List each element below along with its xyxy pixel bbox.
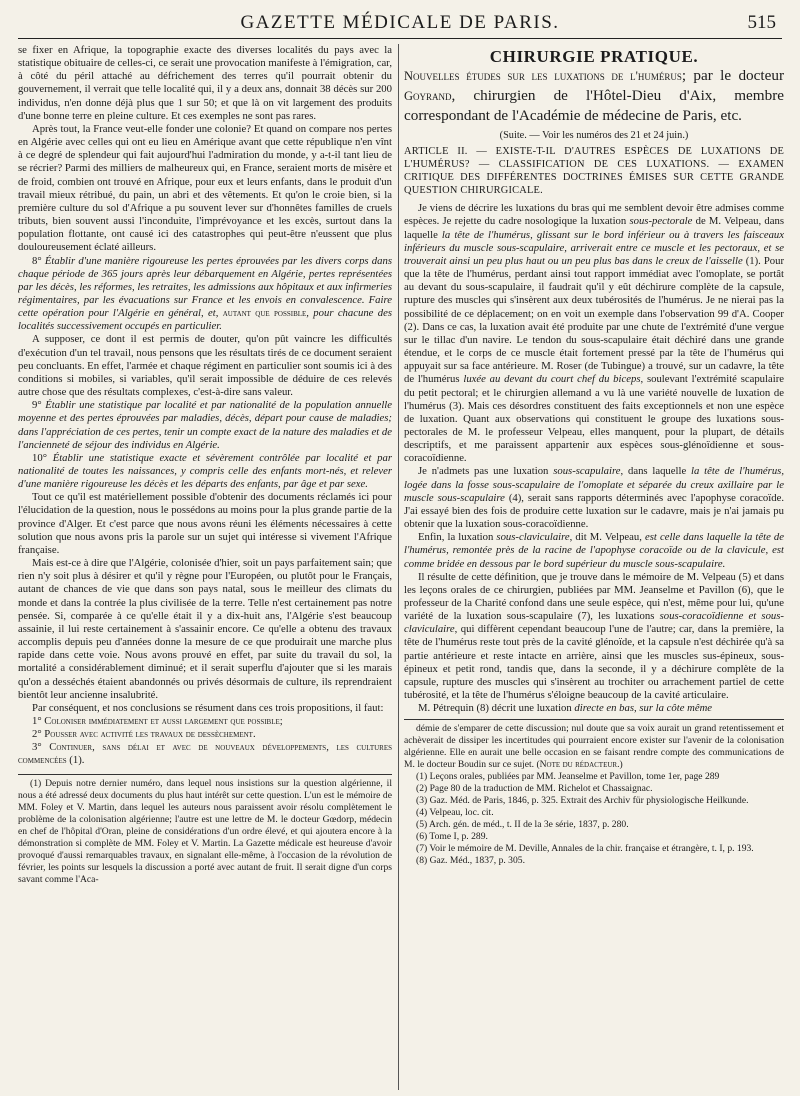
paragraph: Tout ce qu'il est matériellement possible d'obtenir des documents réclamés ici pour l'élucidation de la question, nous le possédons au moins pour la plus grande partie de la province d'Alger. Et c'est parce que nous avons réuni les éléments nécessaires à cette solution que nous avons pris la parole sur un sujet qui intéresse si vivement l'Afrique française. xyxy=(18,491,392,556)
footnote: (3) Gaz. Méd. de Paris, 1846, p. 325. Extrait des Archiv für physiologische Heilkunde. xyxy=(416,795,749,807)
paragraph: A supposer, ce dont il est permis de douter, qu'on pût vaincre les difficultés d'exécution d'un tel travail, nous pensons que les résultats tirés de ce document seraient peu concluants. En effet, l'armée et chaque régiment en particulier sont soumis ici à des conditions si mobiles, si variables, qu'il serait impossible de déduire de ces relevés autre chose que des résultats complexes, c'est-à-dire sans valeur. xyxy=(18,333,392,399)
section-title: CHIRURGIE PRATIQUE. xyxy=(489,47,699,66)
footnotes-left xyxy=(18,778,392,886)
footnotes-right xyxy=(404,723,784,867)
column-divider xyxy=(398,44,399,1090)
paragraph: Après tout, la France veut-elle fonder une colonie? Et quand on compare nos pertes en Algérie avec celles qui ont eu lieu en Amérique avant que cette république n'en vînt à ce degré de splendeur qui fait aujourd'hui l'admiration du monde, y a-t-il tant lieu de se récrier? Parmi des milliers de malheureux qui, en France, seraient morts de misère et de froid, combien ont trouvé en Afrique, pour eux et leurs enfants, dans le produit d'un travail mieux rétribué, du pain, un abri et des vêtements. Et qu'on le croie bien, si la première culture du sol d'Afrique a pu souvent lever sur d'honnêtes familles de cruels tributs, bien souvent aussi l'inconduite, l'imprévoyance et les excès, surtout dans la population flottante, ont causé ici des catastrophes qui peut-être n'eussent que plus douloureusement éclaté ailleurs. xyxy=(18,122,392,254)
footnote-rule xyxy=(404,719,784,720)
footnote: (7) Voir le mémoire de M. Deville, Annales de la chir. française et étrangère, t. I, p. 193. xyxy=(416,843,754,855)
footnote: (2) Page 80 de la traduction de MM. Richelot et Chassaignac. xyxy=(416,783,653,795)
right-column xyxy=(404,44,784,1088)
footnote: (1) Depuis notre dernier numéro, dans lequel nous insistions sur la question algérienne, il nous a été adressé deux documents du plus haut intérêt sur cette question. L'un est le mémoire de MM. Foley et V. Martin, dans lequel les auteurs nous paraissent avoir résolu complètement le problème de la colonisation algérienne; l'autre est une lettre de M. le docteur Gœdorp, médecin en chef de l'hôpital d'Oran, pleine de considérations d'un ordre élevé, et qui ajoutera encore à la démonstration si complète de MM. Foley et V. Martin. La Gazette médicale est heureuse d'avoir provoqué d'aussi remarquables travaux, en signalant elle-même, à l'occasion de la révolution de février, les points sur lesquels la discussion a porté avec autant de fruit. Il serait digne d'un corps savant comme l'Aca- xyxy=(18,777,392,885)
footnote: (1) Leçons orales, publiées par MM. Jeanselme et Pavillon, tome 1er, page 289 xyxy=(416,771,720,783)
paragraph: se fixer en Afrique, la topographie exacte des diverses localités du pays avec la statistique obituaire de celles-ci, ce serait une provocation manifeste à l'émigration, car, à côté du péril attaché au défrichement des terres qu'il pourrait obtenir du gouvernement, il verrait que telle localité qui, il y a deux ans, donnait 38 décès sur 200 individus, n'en donne déjà plus que 1 sur 50; et que là on vit largement des produits d'une bonne terre en pleine culture. Et ces exemples ne sont pas rares. xyxy=(18,44,392,122)
paragraph: M. Pétrequin (8) décrit une luxation directe en bas, sur la côte même xyxy=(418,702,713,715)
paragraph: Il résulte de cette définition, que je trouve dans le mémoire de M. Velpeau (5) et dans les leçons orales de ce chirurgien, publiées par MM. Jeanselme et Pavillon (6), que le professeur de la Charité confond dans une seule espèce, qui n'est, même pour lui, qu'une variété de la luxation sous-scapulaire (7), les luxations sous-coracoïdienne et sous-claviculaire, qui diffèrent cependant beaucoup l'une de l'autre; car, dans la première, la tête de l'humérus reste tout près de la cavité glénoïde, et la capsule n'est déchirée qu'à sa partie antérieure et reste intacte en arrière, ainsi que les muscles sus-épineux, sous-épineux et petit rond, tandis que, dans la seconde, il y a déchirure complète de la capsule, rupture des muscles qui s'insèrent au trochiter ou arrachement partiel de cette tubérosité, et la tête de l'humérus s'éloigne beaucoup de la cavité articulaire. xyxy=(404,570,784,702)
paragraph: Par conséquent, et nos conclusions se résument dans ces trois propositions, il faut: xyxy=(32,701,384,714)
continuation-note: (Suite. — Voir les numéros des 21 et 24 juin.) xyxy=(499,130,689,142)
article-subheading: ARTICLE II. — EXISTE-T-IL D'AUTRES ESPÈCES DE LUXATIONS DE L'HUMÉRUS? — CLASSIFICATION DE CES LUXATIONS. — EXAMEN CRITIQUE DES DIFFÉRENTES DOCTRINES ÉMISES SUR CETTE GRANDE QUESTION CHIRURGICALE. xyxy=(404,146,784,197)
footnote-continuation: démie de s'emparer de cette discussion; nul doute que sa voix aurait un grand retentissement et achèverait de dissiper les incertitudes qui pourraient encore exister sur l'avenir de la colonisation algérienne. Elle en aurait une belle occasion en se faisant rendre compte des communications de M. le docteur Boudin sur ce sujet. (Note du rédacteur.) xyxy=(404,723,784,771)
footnote: (8) Gaz. Méd., 1837, p. 305. xyxy=(416,855,525,867)
article-heading: Nouvelles études sur les luxations de l'humérus; par le docteur Goyrand, chirurgien de l'Hôtel-Dieu d'Aix, membre correspondant de l'Académie de médecine de Paris, etc. xyxy=(404,67,784,125)
page-header xyxy=(18,8,782,39)
conclusions-list xyxy=(18,715,392,768)
footnote: (4) Velpeau, loc. cit. xyxy=(416,807,494,819)
conclusion-1: 1° Coloniser immédiatement et aussi largement que possible; xyxy=(32,714,283,727)
footnote: (6) Tome I, p. 289. xyxy=(416,831,488,843)
paragraph: Mais est-ce à dire que l'Algérie, colonisée d'hier, soit un pays parfaitement sain; que rien n'y soit plus à désirer et qu'il y règne pour l'Européen, ou plutôt pour le Français, autant de chances de vie que dans son pays natal, sous le meilleur des climats du monde et dans la contrée la plus civilisée de la terre. Telle n'est certainement pas notre pensée. Si, comparée à ce qu'elle était il y a dix-huit ans, l'Algérie s'est beaucoup assainie, il lui reste certainement à s'assainir encore. Ce qu'elle a obtenu des travaux accomplis depuis peu d'années donne la mesure de ce que produirait une marche plus rapide dans cette voie. Nous avons prouvé en effet, par suite du travail du sol, la mortalité a considérablement diminué; et il serait superflu d'ajouter que si les marais qu'on a desséchés étaient abandonnés ou privés désormais de culture, ils reprendraient bientôt leur ancienne insalubrité. xyxy=(18,557,392,701)
paragraph: Enfin, la luxation sous-claviculaire, dit M. Velpeau, est celle dans laquelle la tête de l'humérus, remontée près de la racine de l'apophyse coracoïde ou de la clavicule, est comme bridée en dessous par le bord supérieur du muscle sous-scapulaire. xyxy=(404,531,784,570)
page-number: 515 xyxy=(747,12,776,33)
item-10: 10° Établir une statistique exacte et sévèrement contrôlée par localité et par nationalité de toutes les naissances, y compris celle des enfants mort-nés, et relever d'une manière rigoureuse les décès et les départs des enfants, par âge et par sexe. xyxy=(18,451,392,491)
paragraph: Je n'admets pas une luxation sous-scapulaire, dans laquelle la tête de l'humérus, logée dans la fosse sous-scapulaire de l'omoplate et séparée du creux axillaire par le muscle sous-scapulaire (4), serait sans rapports déterminés avec l'apophyse coracoïde. J'ai essayé bien des fois de produire cette luxation sur le cadavre, mais je n'ai jamais pu obtenir que la luxation sous-coracoïdienne. xyxy=(404,465,784,531)
paragraph: Je viens de décrire les luxations du bras qui me semblent devoir être admises comme espèces. Je rejette du cadre nosologique la luxation sous-pectorale de M. Velpeau, dans laquelle la tête de l'humérus, glissant sur le bord inférieur ou à travers les faisceaux inférieurs du muscle sous-scapulaire, arriverait entre ce muscle et les pectoraux, et se trouverait ainsi un peu plus haut ou un peu plus bas dans le creux de l'aisselle (1). Pour que la tête de l'humérus, perdant ainsi tout rapport immédiat avec l'omoplate, se portât au devant du sous-scapulaire, il faudrait qu'il y eût déchirure complète de la capsule, rupture des muscles qui s'insèrent aux deux tubérosités de l'humérus. Je ne nierai pas la possibilité de ce déplacement; on en voit un exemple dans l'observation 99 d'A. Cooper (2). Dans ce cas, la luxation avait été produite par une chute de l'extrémité d'une vergue sur le tillac d'un navire. Le tendon du sous-scapulaire était déchiré dans une grande étendue, et le corps de ce muscle était fortement pressé par la tête de l'humérus qui appuyait sur sa face antérieure. M. Roser (de Tubingue) a trouvé, sur un cadavre, la tête de l'humérus luxée au devant du court chef du biceps, soulevant l'extrémité scapulaire du petit pectoral; et le chirurgien allemand a vu là une variété nouvelle de luxation de l'humérus (3). Mais ces désordres constituent des faits exceptionnels et non une espèce de luxation. Quant aux observations qui constituent le groupe des luxations sous-pectorales de M. le professeur Velpeau, elles manquent, pour la plupart, de détails descriptifs, et me paraissent appartenir aux espèces sous-glénoïdienne et sous-coracoïdienne. xyxy=(404,202,784,465)
left-column xyxy=(18,44,392,1088)
item-8: 8° Établir d'une manière rigoureuse les pertes éprouvées par les divers corps dans chaque période de 365 jours après leur débarquement en Algérie, pertes représentées par les décès, les réformes, les retraites, les admissions aux hôpitaux et aux infirmeries régimentaires, par les évacuations sur France et les envois en convalescence. Faire cette opération pour l'Algérie en général, et, autant que possible, pour chacune des localités successivement occupés en particulier. xyxy=(18,254,392,333)
footnote: (5) Arch. gén. de méd., t. II de la 3e série, 1837, p. 280. xyxy=(416,819,629,831)
item-9: 9° Établir une statistique par localité et par nationalité de la population annuelle moyenne et des pertes éprouvées par maladies, décès, départ pour cause de maladies; dans l'appréciation de ces pertes, tenir un compte exact de la nature des maladies et de l'ancienneté de séjour des individus en Algérie. xyxy=(18,399,392,451)
conclusion-3: 3° Continuer, sans délai et avec de nouveaux développements, les cultures commencées (1). xyxy=(18,741,392,767)
conclusion-2: 2° Pousser avec activité les travaux de dessèchement. xyxy=(32,728,256,741)
footnote-rule xyxy=(18,774,392,775)
journal-title: GAZETTE MÉDICALE DE PARIS. xyxy=(240,12,560,33)
